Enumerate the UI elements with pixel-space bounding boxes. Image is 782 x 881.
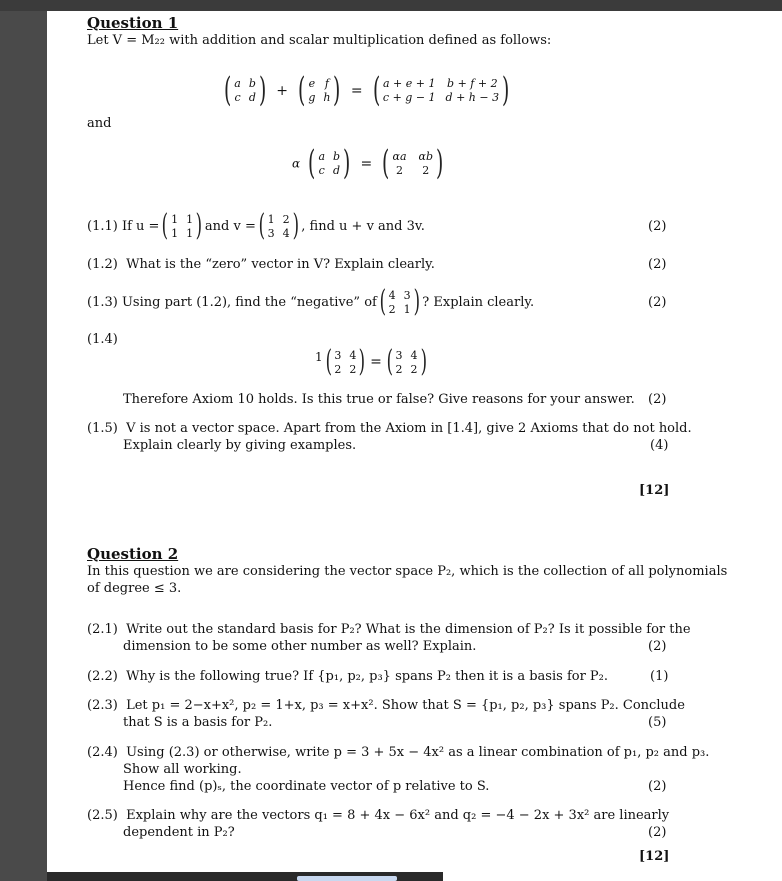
cell: 2 [388, 302, 396, 316]
marks-2-2: (1) [650, 669, 669, 684]
document-page [47, 11, 782, 881]
marks-1-4: (2) [648, 392, 667, 407]
marks-2-4: (2) [648, 779, 667, 794]
part-2-5 [87, 808, 669, 823]
part-number: (1.5) [87, 421, 118, 436]
matrix-v: ( 1 2 3 4 ) [258, 208, 299, 243]
part-text: What is the “zero” vector in V? Explain clearly. [126, 257, 435, 272]
part-2-2 [87, 669, 608, 684]
marks-2-3: (5) [648, 715, 667, 730]
cell: 3 [334, 348, 342, 362]
alpha-symbol: α [292, 156, 301, 171]
cell: αa [392, 149, 407, 163]
part-2-4-line2: Show all working. [123, 762, 242, 777]
matrix-abcd-2: ( a b c d ) [308, 143, 351, 183]
part-2-5-line2: dependent in P₂? [123, 825, 235, 840]
cell: c [234, 90, 241, 104]
cell: a [318, 149, 326, 163]
part-1-2 [87, 257, 435, 272]
part-text: If u = [121, 218, 160, 234]
marks-2-1: (2) [648, 639, 667, 654]
cell: 2 [396, 163, 404, 177]
cell: 2 [349, 362, 357, 376]
cell: 2 [410, 362, 418, 376]
and-word: and [87, 116, 112, 131]
scalar-one: 1 [315, 350, 323, 364]
cell: 4 [410, 348, 418, 362]
cell: a + e + 1 [382, 76, 436, 90]
cell: d [333, 163, 341, 177]
matrix-efgh: ( e f g h ) [298, 70, 341, 110]
marks-1-1: (2) [648, 219, 667, 234]
part-number: (1.3) [87, 294, 118, 310]
cell: d + h − 3 [445, 90, 500, 104]
cell: 3 [395, 348, 403, 362]
cell: 1 [403, 302, 411, 316]
part-2-1-line2: dimension to be some other number as well? Explain. [123, 639, 477, 654]
part-number: (2.5) [87, 808, 118, 823]
q2-total: [12] [639, 849, 670, 864]
marks-1-3: (2) [648, 295, 667, 310]
cell: c + g − 1 [382, 90, 436, 104]
part-1-5 [87, 421, 692, 436]
matrix-u: ( 1 1 1 1 ) [162, 208, 203, 243]
cell: 1 [267, 212, 275, 226]
part-1-1 [87, 208, 425, 243]
cell: 1 [186, 226, 194, 240]
part-text: Using part (1.2), find the “negative” of [121, 294, 377, 310]
q2-intro-line1: In this question we are considering the vector space P₂, which is the collection of all polynomials [87, 564, 728, 579]
cell: b [333, 149, 341, 163]
part-2-4 [87, 745, 709, 760]
q2-intro-line2: of degree ≤ 3. [87, 581, 182, 596]
part-number: (1.1) [87, 218, 118, 234]
matrix-3422-a: ( 3 4 2 2 ) [325, 344, 366, 379]
cell: g [308, 90, 316, 104]
matrix-scalar-result: ( αa αb 2 2 ) [382, 143, 444, 183]
part-text: Explain why are the vectors q₁ = 8 + 4x − 6x² and q₂ = −4 − 2x + 3x² are linearly [126, 808, 670, 823]
cell: b + f + 2 [447, 76, 498, 90]
cell: 1 [171, 226, 179, 240]
q1-total: [12] [639, 483, 670, 498]
part-2-3-line2: that S is a basis for P₂. [123, 715, 273, 730]
cell: b [248, 76, 256, 90]
cell: 1 [186, 212, 194, 226]
cell: e [308, 76, 316, 90]
cell: 2 [334, 362, 342, 376]
cell: αb [418, 149, 434, 163]
part-number: (2.3) [87, 698, 118, 713]
part-number: (2.1) [87, 622, 118, 637]
cell: c [318, 163, 325, 177]
part-text: , find u + v and 3v. [301, 218, 425, 234]
matrix-4321: ( 4 3 2 1 ) [379, 284, 420, 319]
cell: 3 [267, 226, 275, 240]
cell: 1 [171, 212, 179, 226]
part-2-3 [87, 698, 685, 713]
q1-intro: Let V = M₂₂ with addition and scalar multiplication defined as follows: [87, 33, 552, 48]
part-2-1 [87, 622, 691, 637]
part-1-4-text: Therefore Axiom 10 holds. Is this true or false? Give reasons for your answer. [123, 392, 635, 407]
marks-2-5: (2) [648, 825, 667, 840]
part-number: (2.2) [87, 669, 118, 684]
matrix-3422-b: ( 3 4 2 2 ) [386, 344, 427, 379]
cell: 2 [395, 362, 403, 376]
cell: d [248, 90, 256, 104]
cell: a [234, 76, 241, 90]
cell: 2 [422, 163, 430, 177]
part-text: and v = [204, 218, 256, 234]
matrix-sum-result: ( a + e + 1 b + f + 2 c + g − 1 d + h − 3 ) [372, 70, 510, 110]
part-1-4-number: (1.4) [87, 332, 118, 347]
q1-heading: Question 1 [87, 14, 179, 32]
cell: f [324, 76, 329, 90]
part-text: Using (2.3) or otherwise, write p = 3 + 5x − 4x² as a linear combination of p₁, p₂ and p₃. [126, 745, 710, 760]
part-1-4-equation: 1 ( 3 4 2 2 ) = ( 3 4 2 2 ) [315, 347, 429, 377]
cell: 2 [282, 212, 290, 226]
part-text: Write out the standard basis for P₂? What is the dimension of P₂? Is it possible for the [126, 622, 691, 637]
q2-heading: Question 2 [87, 545, 179, 563]
part-text: V is not a vector space. Apart from the Axiom in [1.4], give 2 Axioms that do not hold. [126, 421, 692, 436]
part-1-5-line2: Explain clearly by giving examples. [123, 438, 357, 453]
part-1-3 [87, 284, 535, 319]
cell: 4 [282, 226, 290, 240]
part-2-4-line3: Hence find (p)ₛ, the coordinate vector of p relative to S. [123, 779, 490, 794]
addition-definition: ( a b c d ) + ( e f g h ) = ( a + e + 1 b + f + 2 c + g − 1 d + h − 3 ) [221, 73, 512, 107]
part-number: (1.2) [87, 257, 118, 272]
cell: 3 [403, 288, 411, 302]
viewer-top-bar [0, 0, 782, 11]
marks-1-5: (4) [650, 438, 669, 453]
matrix-abcd: ( a b c d ) [223, 70, 267, 110]
marks-1-2: (2) [648, 257, 667, 272]
horizontal-scrollbar-thumb[interactable] [297, 876, 397, 881]
cell: h [323, 90, 331, 104]
cell: 4 [388, 288, 396, 302]
part-text: ? Explain clearly. [422, 294, 535, 310]
scalar-definition: α ( a b c d ) = ( αa αb 2 2 ) [292, 146, 446, 180]
part-text: Why is the following true? If {p₁, p₂, p₃} spans P₂ then it is a basis for P₂. [126, 669, 609, 684]
part-text: Let p₁ = 2−x+x², p₂ = 1+x, p₃ = x+x². Show that S = {p₁, p₂, p₃} spans P₂. Conclude [126, 698, 685, 713]
cell: 4 [349, 348, 357, 362]
part-number: (2.4) [87, 745, 118, 760]
